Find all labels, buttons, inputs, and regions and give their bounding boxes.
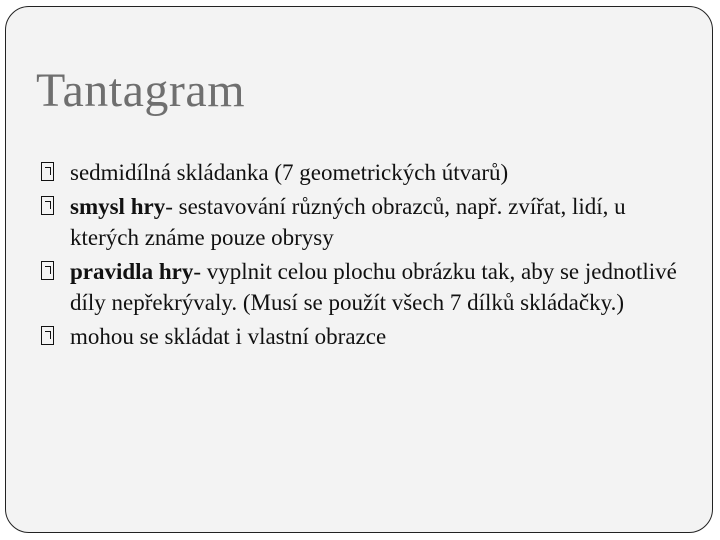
bullet-list: [41, 157, 691, 354]
slide-frame: [5, 6, 713, 533]
slide-title: Tantagram: [36, 64, 246, 117]
bullet-item: [41, 321, 691, 353]
missing-glyph-icon: [41, 326, 54, 345]
bullet-text: - sestavování různých obrazců, např. zvířat, lidí, u kterých známe pouze obrysy: [70, 193, 626, 250]
bullet-text: mohou se skládat i vlastní obrazce: [70, 323, 387, 349]
bullet-item: [41, 157, 691, 189]
bullet-item: [41, 191, 691, 254]
missing-glyph-icon: [41, 261, 54, 280]
bullet-bold-text: smysl hry: [70, 193, 166, 219]
missing-glyph-icon: [41, 162, 54, 181]
bullet-text: sedmidílná skládanka (7 geometrických útvarů): [70, 160, 509, 185]
bullet-bold-text: pravidla hry: [70, 258, 194, 284]
bullet-item: [41, 256, 691, 319]
bullet-text: - vyplnit celou plochu obrázku tak, aby se jednotlivé díly nepřekrývaly. (Musí se použít všech 7 dílků skládačky.): [70, 258, 677, 315]
missing-glyph-icon: [41, 196, 54, 215]
